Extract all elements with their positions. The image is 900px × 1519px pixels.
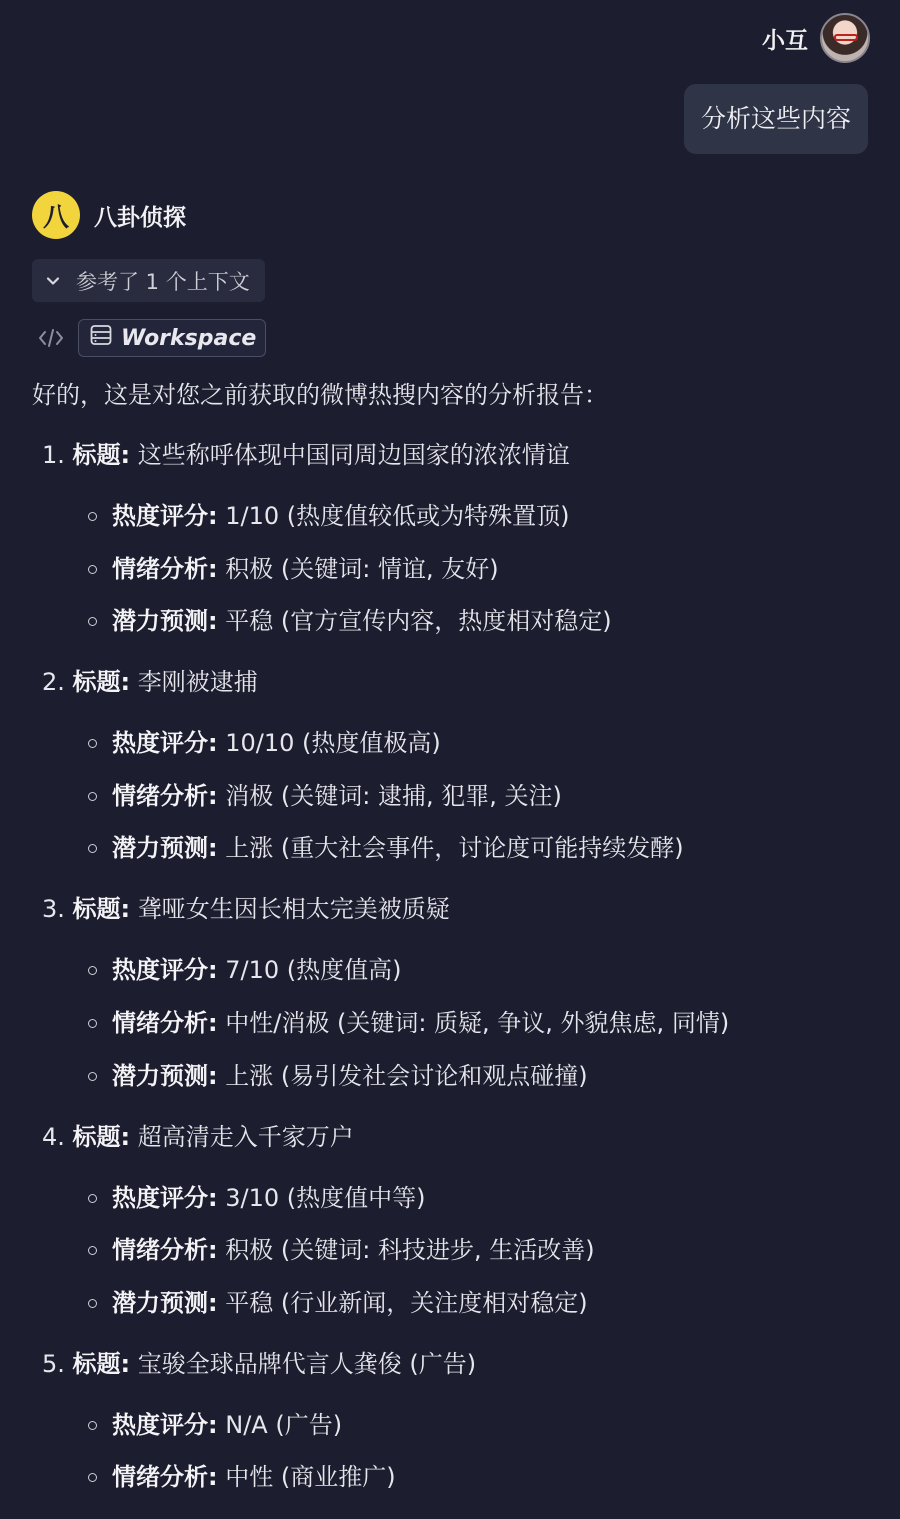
analysis-sub-list (42, 951, 892, 1094)
sub-item-text: 上涨 (重大社会事件，讨论度可能持续发酵) (225, 834, 684, 863)
sub-item-label: 热度评分: (112, 729, 218, 758)
analysis-sub-item (88, 724, 892, 762)
sub-item-text: 3/10 (热度值中等) (225, 1183, 426, 1212)
workspace-row (38, 319, 266, 357)
bot-message-header (32, 191, 186, 239)
item-title-text: 李刚被逮捕 (137, 668, 258, 697)
chevron-down-icon (42, 270, 64, 292)
analysis-item-title (42, 890, 892, 928)
sub-item-label: 热度评分: (112, 502, 218, 530)
sub-item-label: 潜力预测: (112, 607, 218, 636)
analysis-sub-list (42, 1179, 892, 1322)
item-title-text: 这些称呼体现中国同周边国家的浓浓情谊 (137, 441, 570, 469)
item-number: 4. (42, 1122, 65, 1151)
avatar-glasses-detail (834, 34, 858, 41)
item-title-label: 标题: (72, 441, 131, 469)
sub-item-label: 情绪分析: (112, 554, 218, 583)
analysis-sub-item (88, 1057, 892, 1095)
sub-item-text: 平稳 (官方宣传内容，热度相对稳定) (225, 607, 612, 636)
analysis-sub-item (88, 829, 892, 867)
sub-item-text: 7/10 (热度值高) (225, 956, 402, 985)
sub-item-label: 潜力预测: (112, 1061, 218, 1090)
item-number: 3. (42, 895, 65, 924)
analysis-sub-item (88, 1284, 892, 1322)
item-title-label: 标题: (72, 1122, 131, 1151)
analysis-sub-item (88, 1231, 892, 1269)
sub-item-text: 中性/消极 (关键词: 质疑, 争议, 外貌焦虑, 同情) (225, 1008, 730, 1037)
bot-avatar[interactable]: 八 (32, 191, 80, 239)
analysis-sub-list (42, 497, 892, 640)
analysis-sub-item (88, 602, 892, 640)
item-number: 1. (42, 441, 65, 469)
user-avatar[interactable] (820, 13, 870, 63)
item-number: 2. (42, 668, 65, 697)
analysis-item-title (42, 1345, 892, 1383)
user-message-bubble: 分析这些内容 (684, 84, 868, 154)
item-number: 5. (42, 1349, 65, 1378)
context-reference-label: 参考了 1 个上下文 (76, 269, 250, 294)
analysis-sub-item (88, 1179, 892, 1217)
sub-item-text: 积极 (关键词: 情谊, 友好) (225, 554, 499, 583)
sub-item-label: 情绪分析: (112, 781, 218, 810)
sub-item-text: 积极 (关键词: 科技进步, 生活改善) (225, 1236, 595, 1265)
database-icon (89, 323, 113, 353)
analysis-item-title (42, 1118, 892, 1156)
code-icon[interactable] (38, 325, 64, 351)
sub-item-text: 中性 (商业推广) (225, 1463, 396, 1492)
sub-item-text: 上涨 (易引发社会讨论和观点碰撞) (225, 1061, 588, 1090)
user-name: 小互 (762, 27, 808, 54)
sub-item-label: 潜力预测: (112, 834, 218, 863)
sub-item-text: 10/10 (热度值极高) (225, 729, 441, 758)
user-message-header (762, 13, 870, 63)
analysis-sub-item (88, 777, 892, 815)
sub-item-label: 热度评分: (112, 1410, 218, 1439)
item-title-label: 标题: (72, 895, 131, 924)
analysis-item (42, 1118, 892, 1322)
analysis-sub-item (88, 1406, 892, 1444)
analysis-item (42, 436, 892, 640)
analysis-list (42, 436, 892, 1519)
workspace-chip[interactable] (78, 319, 266, 357)
sub-item-label: 情绪分析: (112, 1463, 218, 1492)
workspace-label: Workspace (121, 325, 257, 351)
item-title-label: 标题: (72, 1349, 131, 1378)
analysis-sub-item (88, 1458, 892, 1496)
sub-item-label: 潜力预测: (112, 1288, 218, 1317)
analysis-item (42, 1345, 892, 1497)
sub-item-label: 热度评分: (112, 956, 218, 985)
item-title-text: 超高清走入千家万户 (137, 1122, 354, 1151)
sub-item-label: 情绪分析: (112, 1236, 218, 1265)
analysis-sub-item (88, 497, 892, 535)
analysis-intro: 好的，这是对您之前获取的微博热搜内容的分析报告： (32, 381, 608, 409)
item-title-label: 标题: (72, 668, 131, 697)
item-title-text: 聋哑女生因长相太完美被质疑 (137, 895, 450, 924)
sub-item-text: 消极 (关键词: 逮捕, 犯罪, 关注) (225, 781, 562, 810)
analysis-item-title (42, 436, 892, 474)
analysis-sub-list (42, 1406, 892, 1497)
item-title-text: 宝骏全球品牌代言人龚俊 (广告) (137, 1349, 477, 1378)
analysis-sub-list (42, 724, 892, 867)
analysis-item (42, 890, 892, 1094)
sub-item-text: 1/10 (热度值较低或为特殊置顶) (225, 502, 570, 530)
sub-item-text: 平稳 (行业新闻，关注度相对稳定) (225, 1288, 588, 1317)
sub-item-label: 情绪分析: (112, 1008, 218, 1037)
analysis-item-title (42, 663, 892, 701)
analysis-sub-item (88, 550, 892, 588)
sub-item-label: 热度评分: (112, 1183, 218, 1212)
bot-name: 八卦侦探 (94, 204, 186, 231)
analysis-sub-item (88, 1004, 892, 1042)
sub-item-text: N/A (广告) (225, 1410, 343, 1439)
analysis-item (42, 663, 892, 867)
context-reference-toggle[interactable] (32, 259, 265, 302)
analysis-sub-item (88, 951, 892, 989)
